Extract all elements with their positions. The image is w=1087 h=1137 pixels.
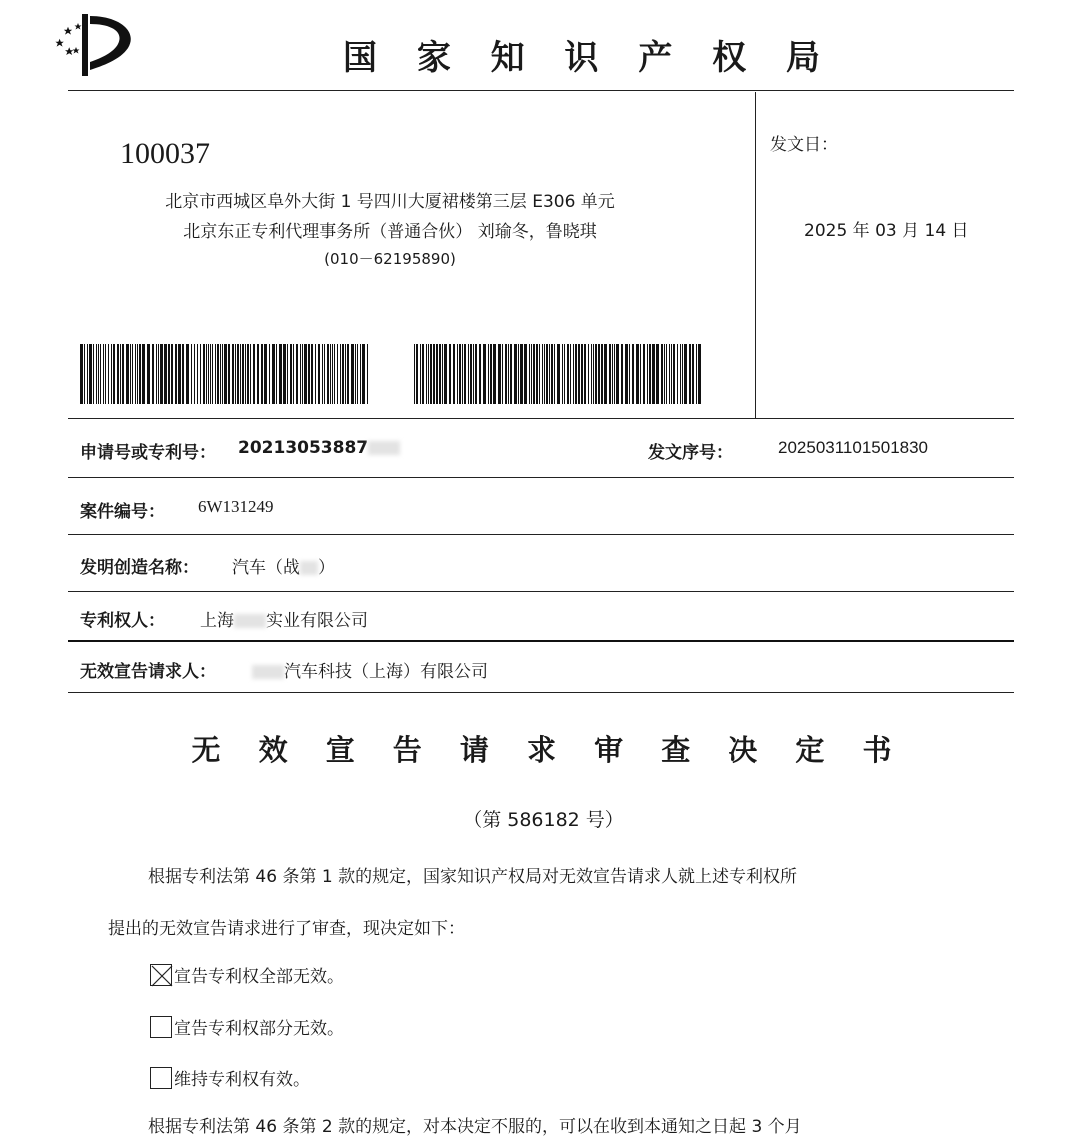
issue-date: 2025 年 03 月 14 日 <box>804 221 969 241</box>
redaction <box>300 561 318 575</box>
divider <box>68 591 1014 592</box>
body-paragraph-line: 根据专利法第 46 条第 2 款的规定，对本决定不服的，可以在收到本通知之日起 3 个月 <box>148 1117 802 1137</box>
divider <box>68 692 1014 693</box>
issue-date-label: 发文日： <box>770 135 838 155</box>
barcode-right <box>414 344 704 404</box>
divider <box>68 418 1014 419</box>
patentee-label: 专利权人： <box>80 611 165 631</box>
divider <box>68 534 1014 535</box>
recipient-address: 北京市西城区阜外大街 1 号四川大厦裙楼第三层 E306 单元 <box>165 192 615 212</box>
header-divider <box>68 90 1014 91</box>
serial-number: 2025031101501830 <box>778 438 929 457</box>
postcode: 100037 <box>120 137 210 170</box>
body-paragraph-line: 提出的无效宣告请求进行了审查，现决定如下： <box>108 919 465 939</box>
redaction <box>252 665 284 679</box>
requester-label: 无效宣告请求人： <box>80 662 216 682</box>
requester: 汽车科技（上海）有限公司 <box>252 657 488 682</box>
divider <box>68 640 1014 642</box>
case-number: 6W131249 <box>198 497 274 516</box>
checkbox-empty-icon <box>150 1067 172 1089</box>
option-invalidate-all <box>150 962 344 987</box>
option-invalidate-partial <box>150 1014 344 1039</box>
recipient-agency: 北京东正专利代理事务所（普通合伙） 刘瑜冬，鲁晓琪 <box>183 222 597 242</box>
decision-number: （第 586182 号） <box>463 809 624 831</box>
application-number-label: 申请号或专利号： <box>80 443 216 463</box>
option-maintain-valid <box>150 1065 310 1090</box>
body-paragraph-line: 根据专利法第 46 条第 1 款的规定，国家知识产权局对无效宣告请求人就上述专利权所 <box>148 867 798 887</box>
serial-number-label: 发文序号： <box>648 443 733 463</box>
barcode-left <box>80 344 368 404</box>
application-number: 20213053887 <box>238 438 400 458</box>
invention-name-label: 发明创造名称： <box>80 558 199 578</box>
option-label: 宣告专利权全部无效。 <box>174 967 344 987</box>
agency-name: 国 家 知 识 产 权 局 <box>342 38 835 78</box>
redaction <box>368 441 400 455</box>
invention-name: 汽车（战 ） <box>232 558 335 578</box>
divider <box>68 477 1014 478</box>
case-number-label: 案件编号： <box>80 502 165 522</box>
recipient-phone: (010－62195890) <box>324 250 456 268</box>
checkbox-empty-icon <box>150 1016 172 1038</box>
option-label: 维持专利权有效。 <box>174 1070 310 1090</box>
column-divider <box>755 92 756 418</box>
redaction <box>234 614 266 628</box>
option-label: 宣告专利权部分无效。 <box>174 1019 344 1039</box>
checkbox-checked-icon <box>150 964 172 986</box>
document-title: 无 效 宣 告 请 求 审 查 决 定 书 <box>191 733 906 767</box>
patentee: 上海 实业有限公司 <box>200 611 368 631</box>
